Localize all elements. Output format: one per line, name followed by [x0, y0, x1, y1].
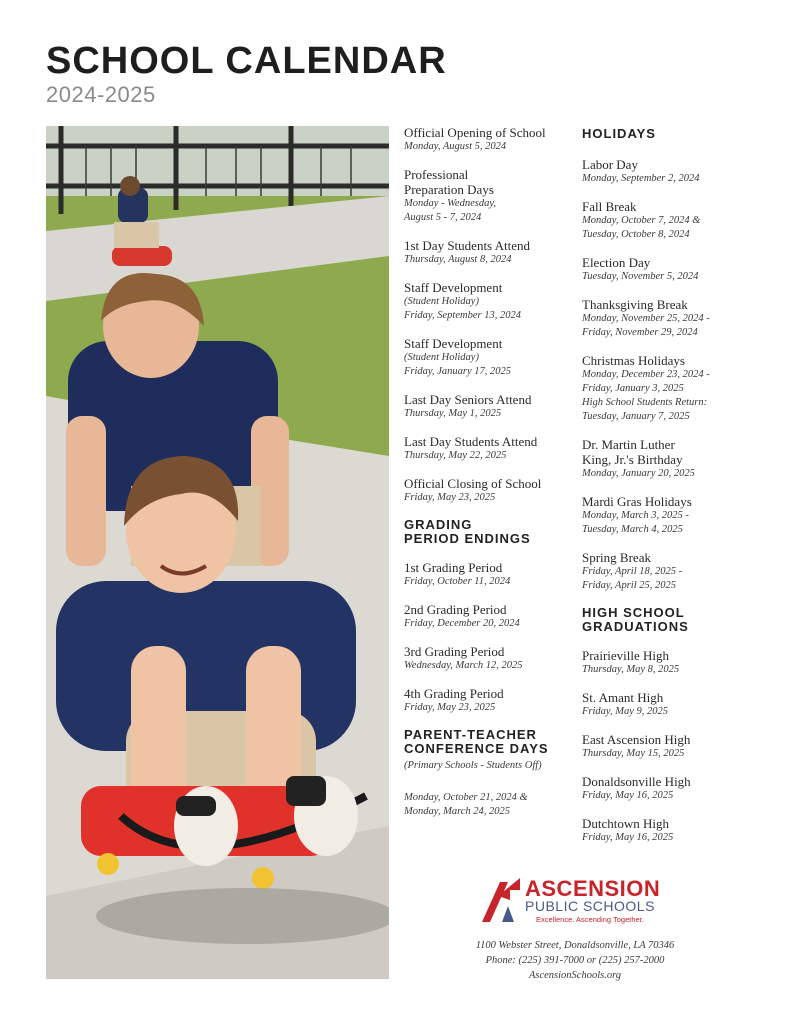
graduation-prairieville: Prairieville High Thursday, May 8, 2025: [582, 648, 680, 675]
graduation-st-amant: St. Amant High Friday, May 9, 2025: [582, 690, 669, 717]
graduation-east-ascension: East Ascension High Thursday, May 15, 2025: [582, 732, 691, 759]
event-first-day: 1st Day Students Attend Thursday, August 8, 2024: [404, 238, 531, 265]
ascension-logo: [480, 876, 680, 924]
holiday-christmas: Christmas Holidays Monday, December 23, 2024 - Friday, January 3, 2025 High School Students Return: Tuesday, January 7, 2025: [582, 353, 710, 422]
grading-period-1: 1st Grading Period Friday, October 11, 2024: [404, 560, 511, 587]
conference-dates: Monday, October 21, 2024 & Monday, March 24, 2025: [404, 792, 528, 817]
conference-note: (Primary Schools - Students Off): [404, 760, 542, 771]
event-last-day-seniors: Last Day Seniors Attend Thursday, May 1, 2025: [404, 392, 532, 419]
holidays-column: [582, 125, 782, 858]
conference-heading: PARENT-TEACHER CONFERENCE DAYS: [404, 727, 549, 756]
grading-period-4: 4th Grading Period Friday, May 23, 2025: [404, 686, 504, 713]
holiday-labor-day: Labor Day Monday, September 2, 2024: [582, 157, 700, 184]
key-dates-column: [404, 125, 574, 832]
holiday-mardi-gras: Mardi Gras Holidays Monday, March 3, 2025 - Tuesday, March 4, 2025: [582, 494, 692, 535]
contact-info: [440, 938, 710, 983]
phone: Phone: (225) 391-7000 or (225) 257-2000: [485, 955, 665, 966]
logo-name: ASCENSION: [525, 876, 661, 901]
graduation-dutchtown: Dutchtown High Friday, May 16, 2025: [582, 816, 674, 843]
holidays-heading: HOLIDAYS: [582, 126, 656, 141]
graduations-heading: HIGH SCHOOL GRADUATIONS: [582, 605, 689, 634]
website-link[interactable]: AscensionSchools.org: [528, 970, 622, 981]
holiday-mlk: Dr. Martin Luther King, Jr.'s Birthday Monday, January 20, 2025: [582, 437, 695, 479]
event-closing: Official Closing of School Friday, May 23, 2025: [404, 476, 542, 503]
grading-period-3: 3rd Grading Period Wednesday, March 12, 2025: [404, 644, 523, 671]
school-year: 2024-2025: [46, 82, 156, 107]
page-title: SCHOOL CALENDAR: [46, 40, 447, 82]
holiday-spring-break: Spring Break Friday, April 18, 2025 - Friday, April 25, 2025: [582, 550, 683, 591]
children-on-scooter-photo: [46, 126, 389, 979]
event-opening: Official Opening of School Monday, August 5, 2024: [404, 125, 546, 152]
holiday-fall-break: Fall Break Monday, October 7, 2024 & Tuesday, October 8, 2024: [582, 199, 701, 240]
event-staff-development-1: Staff Development (Student Holiday) Friday, September 13, 2024: [404, 280, 521, 321]
graduation-donaldsonville: Donaldsonville High Friday, May 16, 2025: [582, 774, 691, 801]
grading-period-2: 2nd Grading Period Friday, December 20, 2024: [404, 602, 520, 629]
holiday-thanksgiving: Thanksgiving Break Monday, November 25, 2024 - Friday, November 29, 2024: [582, 297, 710, 338]
holiday-election-day: Election Day Tuesday, November 5, 2024: [582, 255, 699, 282]
grading-heading: GRADING PERIOD ENDINGS: [404, 517, 531, 546]
event-staff-development-2: Staff Development (Student Holiday) Friday, January 17, 2025: [404, 336, 512, 377]
event-preparation-days: Professional Preparation Days Monday - Wednesday, August 5 - 7, 2024: [404, 167, 497, 223]
logo-subtitle: PUBLIC SCHOOLS: [525, 898, 655, 914]
event-last-day-students: Last Day Students Attend Thursday, May 22, 2025: [404, 434, 538, 461]
logo-tagline: Excellence. Ascending Together.: [536, 915, 644, 924]
address: 1100 Webster Street, Donaldsonville, LA 70346: [475, 940, 675, 951]
ascension-a-logo-icon: [480, 876, 524, 924]
